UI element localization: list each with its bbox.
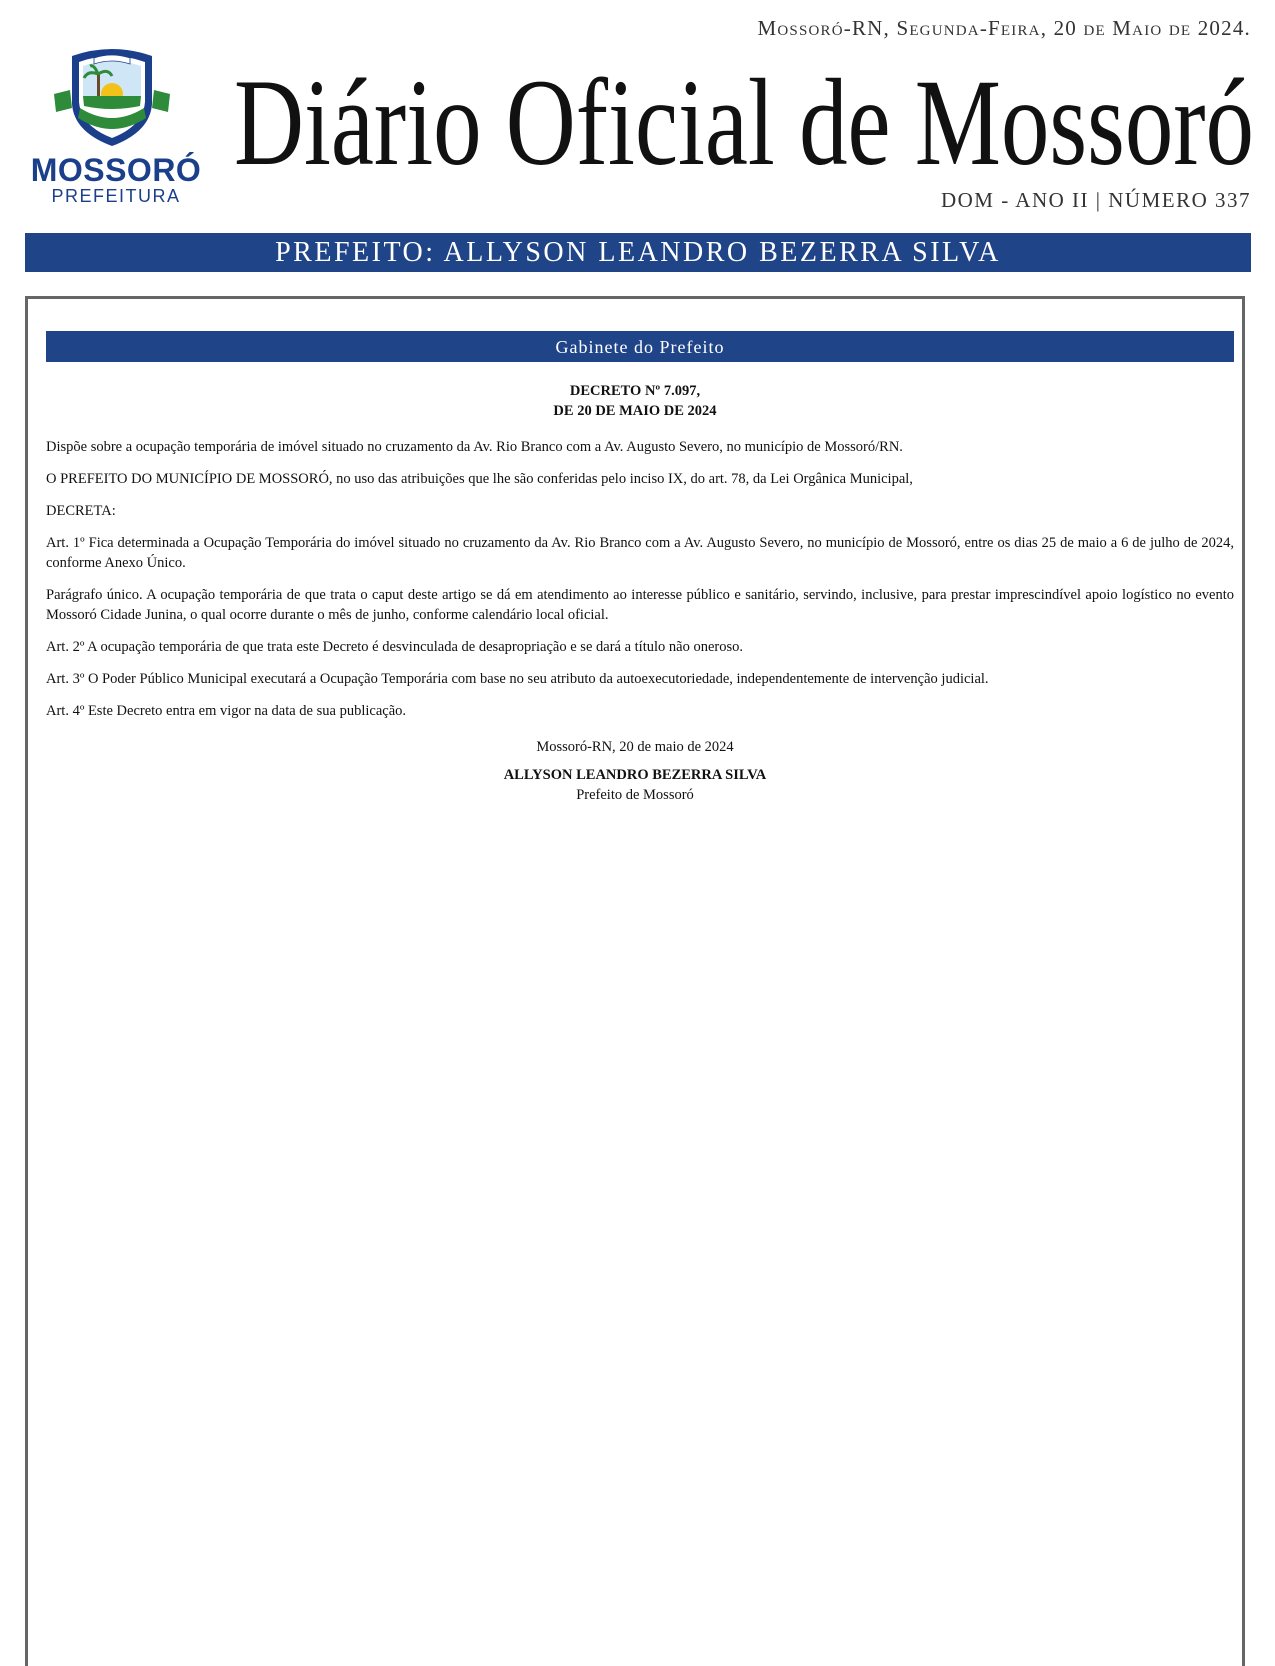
decree-art-2: Art. 2º A ocupação temporária de que trata este Decreto é desvinculada de desapropriação e se dará a título não oneroso. — [46, 639, 743, 655]
decree-title-line-1: DECRETO Nº 7.097, — [569, 383, 701, 399]
decree-title — [28, 381, 1242, 421]
decree-preamble: O PREFEITO DO MUNICÍPIO DE MOSSORÓ, no uso das atribuições que lhe são conferidas pelo inciso IX, do art. 78, da Lei Orgânica Municipal, — [46, 471, 913, 487]
masthead-text: Diário Oficial de Mossoró — [234, 54, 1254, 180]
decree-body — [46, 437, 1234, 733]
place-date: Mossoró-RN, 20 de maio de 2024 — [536, 739, 734, 755]
decree-art-1: Art. 1º Fica determinada a Ocupação Temporária do imóvel situado no cruzamento da Av. Rio Branco com a Av. Augusto Severo, no município de Mossoró, entre os dias 25 de maio a 6 de julho de 2024, conforme Anexo Único. — [46, 535, 1234, 571]
mayor-banner: PREFEITO: ALLYSON LEANDRO BEZERRA SILVA — [25, 233, 1251, 272]
section-header: Gabinete do Prefeito — [46, 331, 1234, 362]
content-frame — [25, 296, 1245, 1666]
signer-name: ALLYSON LEANDRO BEZERRA SILVA — [503, 767, 767, 783]
prefeitura-logo — [22, 46, 202, 206]
publication-date: Mossoró-RN, Segunda-Feira, 20 de Maio de 2024. — [757, 16, 1251, 40]
logo-subtitle: PREFEITURA — [51, 186, 181, 206]
decree-art-4: Art. 4º Este Decreto entra em vigor na data de sua publicação. — [46, 703, 407, 719]
masthead-title — [234, 40, 1256, 180]
edition-number: DOM - ANO II | NÚMERO 337 — [940, 188, 1251, 212]
logo-name: MOSSORÓ — [30, 152, 202, 188]
decree-title-line-2: DE 20 DE MAIO DE 2024 — [553, 403, 717, 419]
decree-paragrafo-unico: Parágrafo único. A ocupação temporária de que trata o caput deste artigo se dá em atendimento ao interesse público e sanitário, servindo, inclusive, para prestar imprescindível apoio logístico no evento Mossoró Cidade Junina, o qual ocorre durante o mês de junho, conforme calendário local oficial. — [46, 587, 1234, 623]
decree-decreta: DECRETA: — [46, 503, 116, 519]
signer-title: Prefeito de Mossoró — [576, 787, 694, 803]
decree-ementa: Dispõe sobre a ocupação temporária de imóvel situado no cruzamento da Av. Rio Branco com a Av. Augusto Severo, no município de Mossoró/RN. — [46, 439, 903, 455]
decree-art-3: Art. 3º O Poder Público Municipal executará a Ocupação Temporária com base no seu atributo da autoexecutoriedade, independentemente de intervenção judicial. — [46, 671, 989, 687]
city-seal-icon — [50, 46, 174, 150]
signature-block — [28, 737, 1242, 805]
